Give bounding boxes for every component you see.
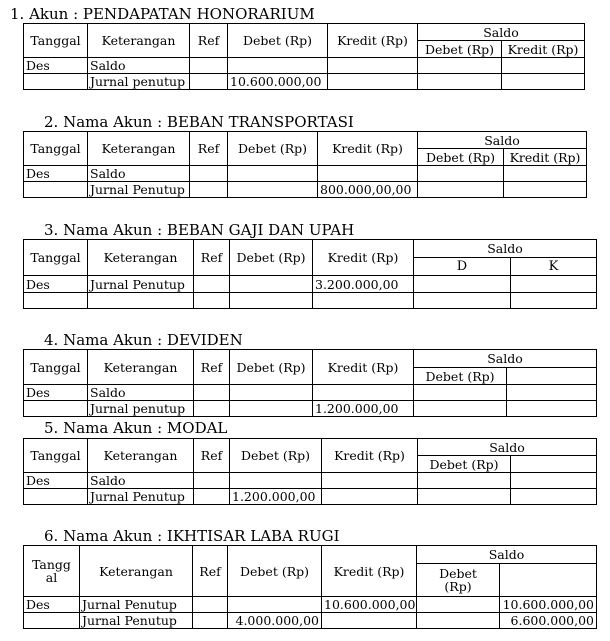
cell-saldo-kredit	[511, 473, 597, 489]
cell-saldo-kredit	[504, 182, 587, 198]
cell-saldo-debet	[417, 613, 500, 629]
header-saldo-debet: Debet (Rp)	[418, 149, 504, 166]
header-saldo: Saldo	[414, 240, 597, 258]
header-tanggal	[24, 546, 80, 597]
header-keterangan: Keterangan	[88, 24, 190, 58]
table-row	[24, 385, 597, 401]
cell-kredit: 3.200.000,00	[313, 276, 414, 293]
header-tanggal-line2: al	[45, 570, 58, 585]
cell-tanggal: Des	[24, 597, 80, 613]
cell-tanggal	[24, 74, 88, 90]
table-row	[24, 182, 587, 198]
cell-tanggal	[24, 613, 80, 629]
header-saldo: Saldo	[417, 546, 597, 564]
cell-debet: 1.200.000,00	[230, 489, 322, 505]
cell-ref	[194, 385, 230, 401]
cell-ref	[194, 276, 230, 293]
cell-keterangan: Jurnal Penutup	[88, 489, 194, 505]
cell-saldo-debet	[418, 74, 502, 90]
cell-kredit: 10.600.000,00	[322, 597, 417, 613]
cell-debet	[228, 597, 322, 613]
header-saldo: Saldo	[418, 439, 597, 456]
cell-keterangan: Jurnal Penutup	[80, 613, 193, 629]
cell-kredit	[313, 293, 414, 309]
account-title-3: 3. Nama Akun : BEBAN GAJI DAN UPAH	[44, 221, 355, 239]
header-keterangan: Keterangan	[88, 439, 194, 473]
cell-ref	[193, 597, 228, 613]
account-title-5: 5. Nama Akun : MODAL	[44, 419, 228, 437]
cell-kredit	[313, 385, 414, 401]
header-saldo-debet-line2: (Rp)	[444, 579, 472, 594]
table-row	[24, 276, 597, 293]
cell-saldo-kredit	[502, 58, 585, 74]
cell-saldo-kredit: 6.600.000,00	[500, 613, 597, 629]
header-saldo: Saldo	[418, 24, 585, 41]
cell-keterangan: Jurnal penutup	[88, 401, 194, 417]
header-kredit: Kredit (Rp)	[328, 24, 418, 58]
cell-debet: 4.000.000,00	[228, 613, 322, 629]
cell-debet	[230, 293, 313, 309]
table-row	[24, 293, 597, 309]
cell-tanggal: Des	[24, 276, 88, 293]
cell-keterangan: Saldo	[88, 58, 190, 74]
header-keterangan: Keterangan	[88, 132, 190, 166]
cell-kredit: 1.200.000,00	[313, 401, 414, 417]
cell-saldo-debet	[414, 385, 507, 401]
cell-kredit	[328, 74, 418, 90]
cell-kredit	[322, 473, 418, 489]
header-saldo-debet: Debet (Rp)	[418, 456, 511, 473]
cell-saldo-kredit	[511, 276, 597, 293]
cell-keterangan: Saldo	[88, 166, 190, 182]
cell-debet	[230, 401, 313, 417]
table-row	[24, 74, 585, 90]
account-title-4: 4. Nama Akun : DEVIDEN	[44, 331, 243, 349]
cell-saldo-debet	[418, 489, 511, 505]
header-keterangan: Keterangan	[80, 546, 193, 597]
cell-ref	[194, 401, 230, 417]
header-keterangan: Keterangan	[88, 350, 194, 385]
cell-saldo-debet	[414, 276, 511, 293]
header-ref: Ref	[194, 240, 230, 276]
cell-tanggal: Des	[24, 58, 88, 74]
cell-debet	[230, 473, 322, 489]
header-tanggal: Tanggal	[24, 240, 88, 276]
table-row	[24, 166, 587, 182]
header-saldo-kredit: Kredit (Rp)	[502, 41, 585, 58]
cell-keterangan: Saldo	[88, 385, 194, 401]
cell-ref	[193, 613, 228, 629]
header-kredit: Kredit (Rp)	[322, 439, 418, 473]
cell-keterangan: Jurnal Penutup	[88, 182, 190, 198]
cell-ref	[190, 74, 228, 90]
cell-tanggal	[24, 182, 88, 198]
header-saldo-debet: Debet (Rp)	[414, 368, 507, 385]
header-saldo: Saldo	[414, 350, 597, 368]
cell-keterangan	[88, 293, 194, 309]
ledger-table-2	[23, 131, 587, 198]
cell-tanggal	[24, 293, 88, 309]
header-tanggal: Tanggal	[24, 132, 88, 166]
cell-saldo-debet	[418, 166, 504, 182]
header-ref: Ref	[190, 132, 228, 166]
cell-kredit: 800.000,00,00	[318, 182, 418, 198]
cell-ref	[190, 166, 228, 182]
table-row	[24, 58, 585, 74]
cell-tanggal: Des	[24, 473, 88, 489]
header-debet: Debet (Rp)	[228, 24, 328, 58]
header-tanggal: Tanggal	[24, 350, 88, 385]
cell-kredit	[318, 166, 418, 182]
ledger-table-5	[23, 438, 597, 505]
cell-debet	[228, 182, 318, 198]
header-ref: Ref	[194, 439, 230, 473]
header-kredit: Kredit (Rp)	[318, 132, 418, 166]
header-saldo-kredit: Kredit (Rp)	[504, 149, 587, 166]
header-ref: Ref	[193, 546, 228, 597]
cell-tanggal: Des	[24, 385, 88, 401]
header-tanggal: Tanggal	[24, 439, 88, 473]
header-debet: Debet (Rp)	[230, 350, 313, 385]
cell-saldo-debet	[414, 293, 511, 309]
cell-ref	[190, 182, 228, 198]
table-row	[24, 489, 597, 505]
header-saldo-kredit	[500, 564, 597, 597]
cell-saldo-kredit	[507, 401, 597, 417]
cell-tanggal: Des	[24, 166, 88, 182]
header-debet: Debet (Rp)	[230, 240, 313, 276]
cell-debet	[230, 276, 313, 293]
cell-saldo-debet	[418, 182, 504, 198]
cell-debet	[230, 385, 313, 401]
cell-saldo-kredit	[507, 385, 597, 401]
cell-ref	[194, 489, 230, 505]
header-kredit: Kredit (Rp)	[322, 546, 417, 597]
cell-debet	[228, 166, 318, 182]
header-debet: Debet (Rp)	[230, 439, 322, 473]
header-ref: Ref	[190, 24, 228, 58]
ledger-table-3	[23, 239, 597, 309]
header-saldo-kredit	[507, 368, 597, 385]
cell-saldo-kredit: 10.600.000,00	[500, 597, 597, 613]
cell-ref	[190, 58, 228, 74]
header-kredit: Kredit (Rp)	[313, 350, 414, 385]
cell-keterangan: Saldo	[88, 473, 194, 489]
cell-keterangan: Jurnal penutup	[88, 74, 190, 90]
cell-saldo-debet	[418, 58, 502, 74]
account-title-6: 6. Nama Akun : IKHTISAR LABA RUGI	[44, 527, 340, 545]
cell-debet: 10.600.000,00	[228, 74, 328, 90]
header-saldo-debet	[417, 564, 500, 597]
account-title-1: 1. Akun : PENDAPATAN HONORARIUM	[10, 5, 315, 23]
header-saldo: Saldo	[418, 132, 587, 149]
header-kredit: Kredit (Rp)	[313, 240, 414, 276]
cell-kredit	[322, 613, 417, 629]
table-row	[24, 473, 597, 489]
header-saldo-k: K	[511, 258, 597, 276]
cell-ref	[194, 473, 230, 489]
account-title-2: 2. Nama Akun : BEBAN TRANSPORTASI	[44, 113, 354, 131]
ledger-table-1	[23, 23, 585, 90]
cell-kredit	[328, 58, 418, 74]
cell-saldo-kredit	[504, 166, 587, 182]
cell-tanggal	[24, 489, 88, 505]
cell-saldo-debet	[417, 597, 500, 613]
cell-saldo-kredit	[511, 293, 597, 309]
cell-debet	[228, 58, 328, 74]
header-saldo-d: D	[414, 258, 511, 276]
header-saldo-debet: Debet (Rp)	[418, 41, 502, 58]
cell-saldo-debet	[418, 473, 511, 489]
header-debet: Debet (Rp)	[228, 546, 322, 597]
table-row	[24, 597, 597, 613]
header-tanggal-line1: Tangg	[32, 557, 71, 572]
header-saldo-kredit	[511, 456, 597, 473]
cell-saldo-kredit	[502, 74, 585, 90]
cell-keterangan: Jurnal Penutup	[88, 276, 194, 293]
cell-kredit	[322, 489, 418, 505]
header-tanggal: Tanggal	[24, 24, 88, 58]
header-keterangan: Keterangan	[88, 240, 194, 276]
header-saldo-debet-line1: Debet	[439, 566, 477, 581]
cell-tanggal	[24, 401, 88, 417]
table-row	[24, 613, 597, 629]
header-debet: Debet (Rp)	[228, 132, 318, 166]
ledger-table-4	[23, 349, 597, 417]
ledger-table-6	[23, 545, 597, 629]
cell-saldo-kredit	[511, 489, 597, 505]
header-ref: Ref	[194, 350, 230, 385]
cell-keterangan: Jurnal Penutup	[80, 597, 193, 613]
cell-ref	[194, 293, 230, 309]
table-row	[24, 401, 597, 417]
cell-saldo-debet	[414, 401, 507, 417]
